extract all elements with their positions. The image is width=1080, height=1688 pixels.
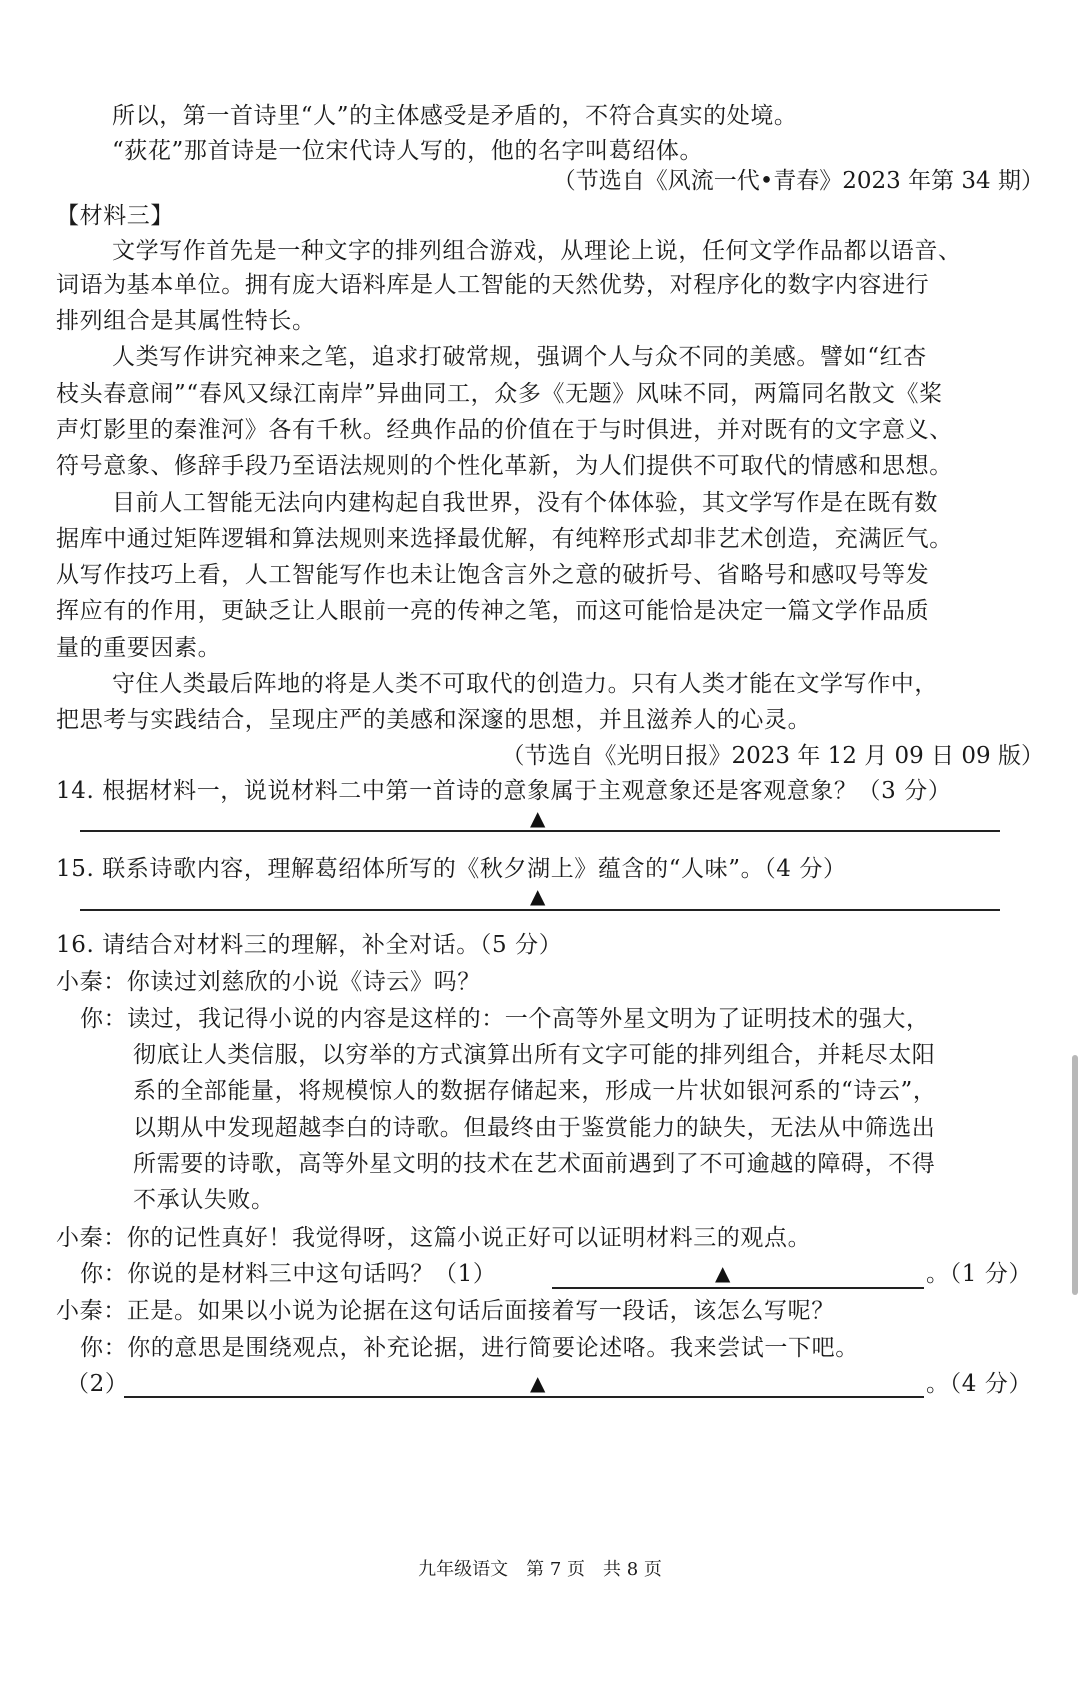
dialogue-line: 小秦：你读过刘慈欣的小说《诗云》吗？	[56, 969, 481, 995]
paragraph-line: 量的重要因素。	[56, 635, 222, 661]
answer-line-16-2[interactable]	[124, 1396, 924, 1398]
paragraph-line: 文学写作首先是一种文字的排列组合游戏，从理论上说，任何文学作品都以语音、	[112, 238, 962, 264]
paragraph-line: 把思考与实践结合，呈现庄严的美感和深邃的思想，并且滋养人的心灵。	[56, 707, 812, 733]
score-note: 。（4 分）	[926, 1371, 1033, 1397]
paragraph-line: 从写作技巧上看，人工智能写作也未让饱含言外之意的破折号、省略号和感叹号等发	[56, 562, 930, 588]
paragraph-line: 目前人工智能无法向内建构起自我世界，没有个体体验，其文学写作是在既有数	[112, 490, 938, 516]
question-14: 14. 根据材料一，说说材料二中第一首诗的意象属于主观意象还是客观意象？（3 分）	[56, 778, 952, 804]
source-citation: （节选自《光明日报》2023 年 12 月 09 日 09 版）	[501, 743, 1044, 769]
answer-line-15[interactable]	[80, 909, 1000, 911]
paragraph-line: 挥应有的作用，更缺乏让人眼前一亮的传神之笔，而这可能恰是决定一篇文学作品质	[56, 598, 930, 624]
dialogue-line: 彻底让人类信服，以穷举的方式演算出所有文字可能的排列组合，并耗尽太阳	[133, 1042, 936, 1068]
paragraph-line: 符号意象、修辞手段乃至语法规则的个性化革新，为人们提供不可取代的情感和思想。	[56, 453, 953, 479]
paragraph-line: 人类写作讲究神来之笔，追求打破常规，强调个人与众不同的美感。譬如“红杏	[112, 344, 927, 370]
section-heading: 【材料三】	[56, 203, 174, 229]
dialogue-line: 不承认失败。	[133, 1187, 275, 1213]
dialogue-line: 你：你的意思是围绕观点，补充论据，进行简要论述咯。我来尝试一下吧。	[80, 1335, 859, 1361]
paragraph-line: 据库中通过矩阵逻辑和算法规则来选择最优解，有纯粹形式却非艺术创造，充满匠气。	[56, 526, 953, 552]
dialogue-line: 系的全部能量，将规模惊人的数据存储起来，形成一片状如银河系的“诗云”，	[133, 1078, 937, 1104]
answer-line-14[interactable]	[80, 830, 1000, 832]
dialogue-line: 所需要的诗歌，高等外星文明的技术在艺术面前遇到了不可逾越的障碍，不得	[133, 1151, 936, 1177]
dialogue-line: 小秦：正是。如果以小说为论据在这句话后面接着写一段话，该怎么写呢？	[56, 1298, 835, 1324]
answer-marker: ▲	[530, 1371, 546, 1395]
answer-marker: ▲	[715, 1261, 731, 1285]
paragraph-line: 声灯影里的秦淮河》各有千秋。经典作品的价值在于与时俱进，并对既有的文字意义、	[56, 417, 953, 443]
paragraph-line: 枝头春意闹”“春风又绿江南岸”异曲同工，众多《无题》风味不同，两篇同名散文《桨	[56, 381, 943, 407]
score-note: 。（1 分）	[926, 1261, 1033, 1287]
source-citation: （节选自《风流一代•青春》2023 年第 34 期）	[552, 168, 1044, 194]
answer-label: （2）	[66, 1371, 129, 1397]
question-15: 15. 联系诗歌内容，理解葛绍体所写的《秋夕湖上》蕴含的“人味”。（4 分）	[56, 856, 847, 882]
page-footer: 九年级语文 第 7 页 共 8 页	[418, 1559, 662, 1580]
paragraph-line: 守住人类最后阵地的将是人类不可取代的创造力。只有人类才能在文学写作中，	[112, 671, 938, 697]
answer-line-16-1[interactable]	[552, 1287, 924, 1289]
dialogue-line: 你：读过，我记得小说的内容是这样的：一个高等外星文明为了证明技术的强大，	[80, 1006, 930, 1032]
paragraph-line: 词语为基本单位。拥有庞大语料库是人工智能的天然优势，对程序化的数字内容进行	[56, 272, 930, 298]
text-line: “荻花”那首诗是一位宋代诗人写的，他的名字叫葛绍体。	[112, 138, 704, 164]
answer-marker: ▲	[530, 884, 546, 908]
scrollbar-thumb[interactable]	[1072, 1055, 1078, 1295]
dialogue-line: 以期从中发现超越李白的诗歌。但最终由于鉴赏能力的缺失，无法从中筛选出	[133, 1115, 936, 1141]
paragraph-line: 排列组合是其属性特长。	[56, 308, 316, 334]
question-16: 16. 请结合对材料三的理解，补全对话。（5 分）	[56, 932, 563, 958]
text-line: 所以，第一首诗里“人”的主体感受是矛盾的，不符合真实的处境。	[112, 103, 798, 129]
answer-marker: ▲	[530, 806, 546, 830]
dialogue-line: 小秦：你的记性真好！我觉得呀，这篇小说正好可以证明材料三的观点。	[56, 1225, 812, 1251]
dialogue-line: 你：你说的是材料三中这句话吗？（1）	[80, 1261, 497, 1287]
